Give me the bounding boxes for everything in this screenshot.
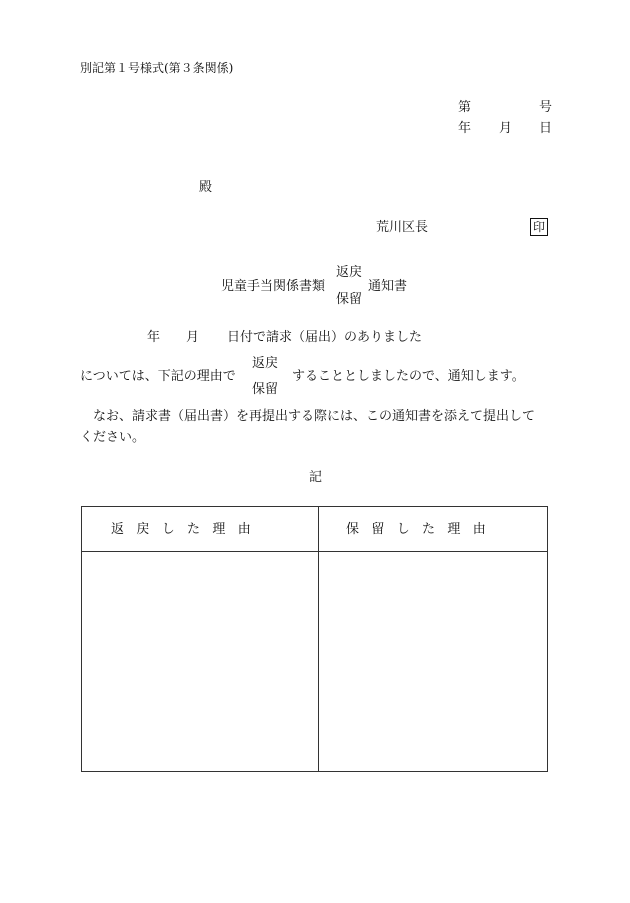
date-month-label: 月 [499, 121, 513, 136]
document-number-suffix: 号 [539, 100, 553, 115]
date-day-label: 日 [539, 121, 553, 136]
reason-sentence-tail: することとしましたので、通知します。 [292, 369, 525, 384]
ki-heading: 記 [309, 470, 323, 485]
date-year-label: 年 [458, 121, 472, 136]
addressee-honorific: 殿 [199, 180, 213, 195]
title-option-return: 返戻 [336, 265, 363, 280]
issuer-name: 荒川区長 [376, 220, 429, 235]
hold-reason-header: 保留した理由 [346, 522, 499, 537]
request-date-year: 年 [147, 330, 161, 345]
title-option-hold: 保留 [336, 292, 363, 307]
request-date-month: 月 [186, 330, 200, 345]
document-title: 児童手当関係書類 [221, 279, 326, 294]
reason-option-return: 返戻 [252, 356, 279, 371]
resubmission-note-line1: なお、請求書（届出書）を再提出する際には、この通知書を添えて提出して [80, 409, 536, 424]
document-number-prefix: 第 [458, 100, 472, 115]
form-label: 別記第１号様式(第３条関係) [80, 61, 234, 75]
return-reason-header: 返戻した理由 [111, 522, 264, 537]
seal-mark: 印 [530, 218, 548, 236]
title-suffix: 通知書 [368, 279, 408, 294]
reason-sentence-head: については、下記の理由で [80, 369, 236, 384]
return-reason-cell[interactable] [82, 552, 318, 772]
request-date-text: 日付で請求（届出）のありました [227, 330, 423, 345]
reason-option-hold: 保留 [252, 382, 279, 397]
resubmission-note-line2: ください。 [80, 430, 146, 445]
hold-reason-cell[interactable] [319, 552, 548, 772]
reason-table [81, 506, 548, 772]
